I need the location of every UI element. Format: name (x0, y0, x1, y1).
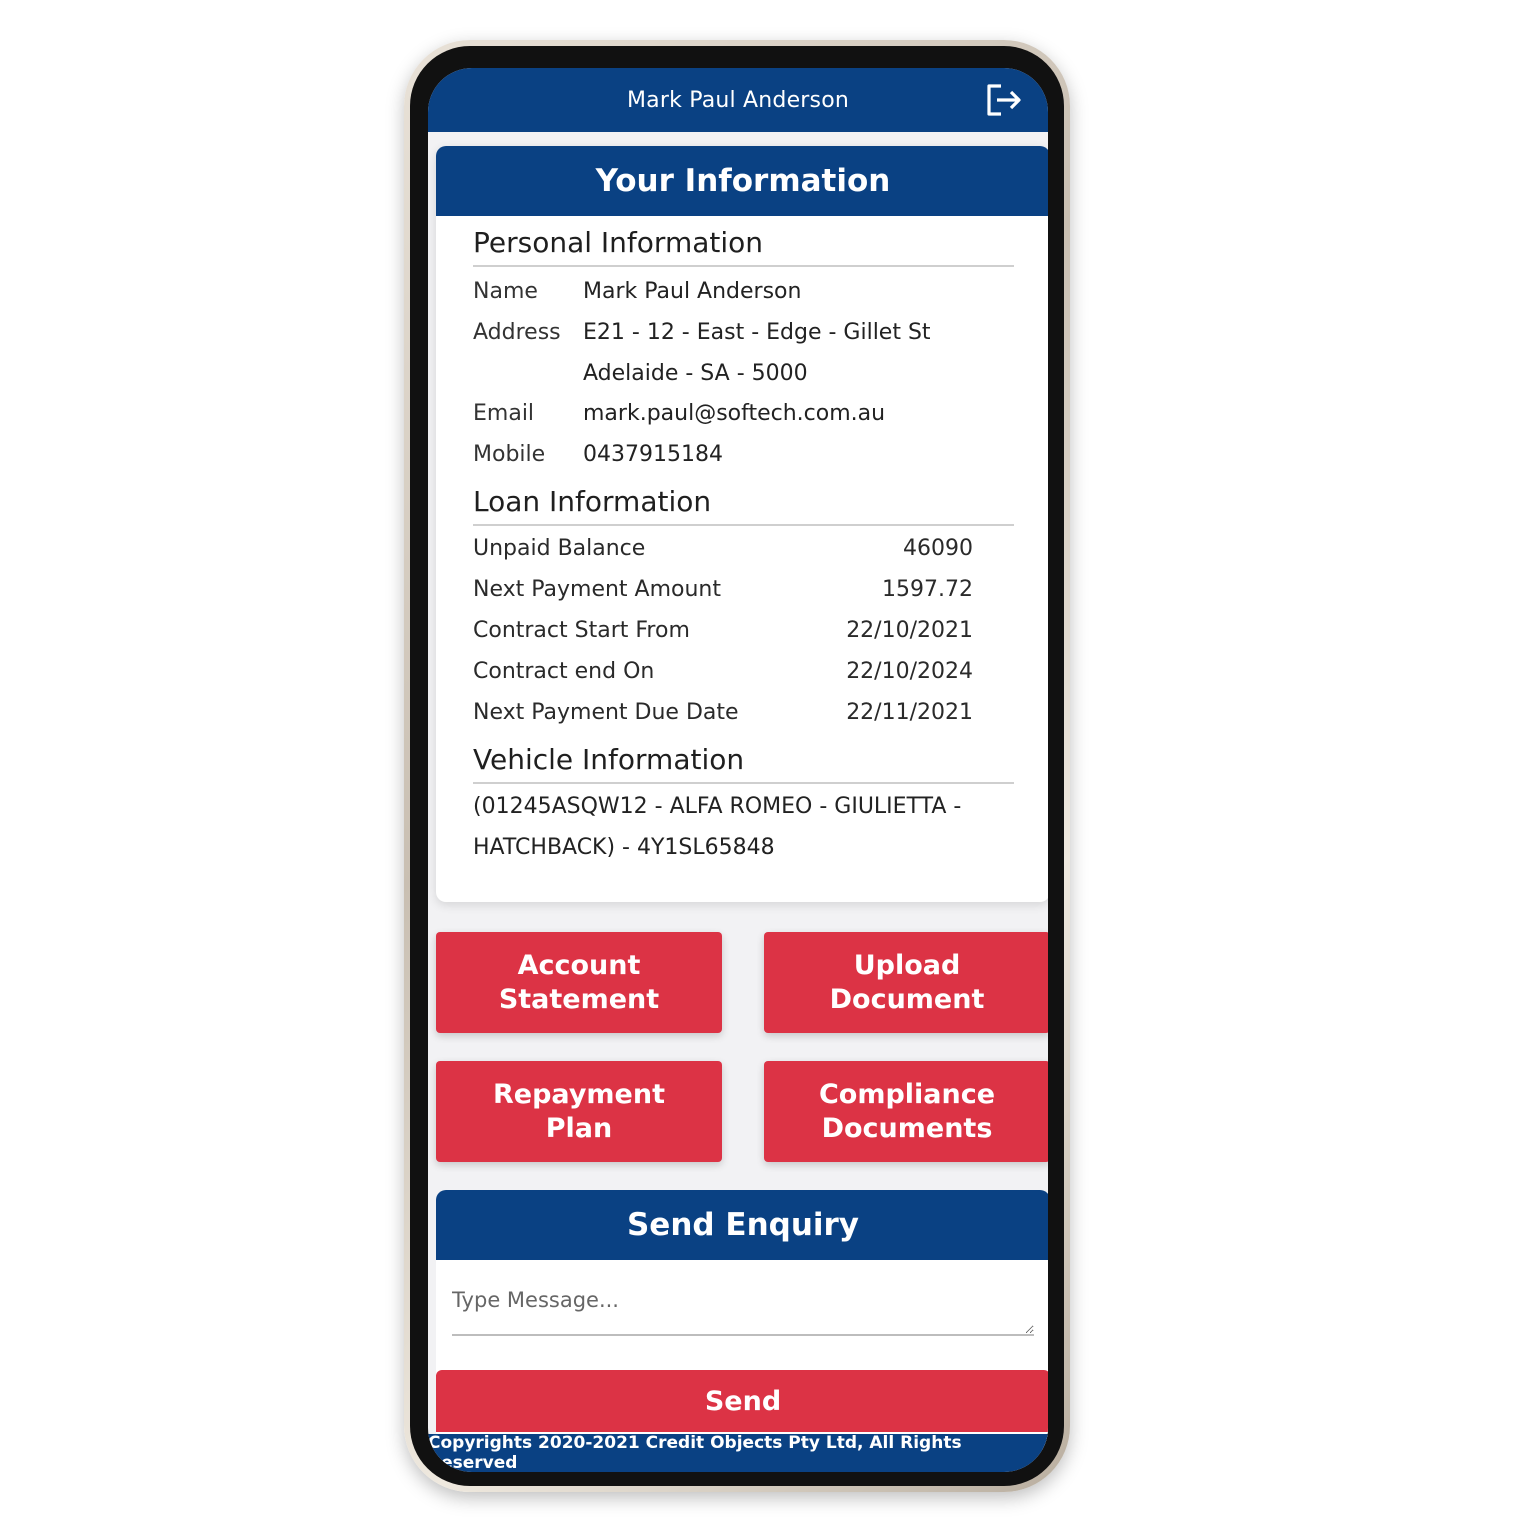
loan-row (473, 692, 973, 733)
mobile-value: 0437915184 (583, 442, 723, 467)
loan-label: Next Payment Amount (473, 577, 722, 602)
phone-bezel (410, 46, 1064, 1486)
address-line1: E21 - 12 - East - Edge - Gillet St (583, 320, 931, 345)
name-value: Mark Paul Anderson (583, 279, 802, 304)
loan-label: Contract Start From (473, 618, 690, 643)
loan-row (473, 569, 973, 610)
loan-value: 22/11/2021 (846, 700, 973, 725)
personal-section (436, 216, 1048, 475)
loan-title: Loan Information (473, 475, 1014, 526)
vehicle-section (436, 733, 1048, 868)
repayment-plan-button[interactable]: Repayment Plan (436, 1061, 722, 1162)
email-value: mark.paul@softech.com.au (583, 401, 886, 426)
loan-row (473, 651, 973, 692)
vehicle-line2: HATCHBACK) - 4Y1SL65848 (473, 835, 775, 860)
vehicle-line1: (01245ASQW12 - ALFA ROMEO - GIULIETTA - (473, 794, 962, 819)
compliance-documents-button[interactable]: Compliance Documents (764, 1061, 1048, 1162)
name-row (473, 271, 1014, 312)
address-line2: Adelaide - SA - 5000 (583, 360, 808, 386)
message-input[interactable] (452, 1288, 1034, 1336)
upload-document-button[interactable]: Upload Document (764, 932, 1048, 1033)
enquiry-title: Send Enquiry (436, 1190, 1048, 1260)
app-screen (428, 68, 1048, 1472)
information-title: Your Information (436, 146, 1048, 216)
top-bar (428, 68, 1048, 132)
address-row-2 (473, 353, 1014, 393)
loan-section (436, 475, 1048, 733)
loan-row (473, 528, 973, 569)
loan-value: 22/10/2021 (846, 618, 973, 643)
user-name: Mark Paul Anderson (626, 87, 850, 113)
mobile-label: Mobile (473, 442, 546, 467)
account-statement-button[interactable]: Account Statement (436, 932, 722, 1033)
loan-label: Next Payment Due Date (473, 700, 739, 725)
vehicle-details (473, 784, 1003, 868)
loan-value: 1597.72 (882, 577, 973, 602)
vehicle-title: Vehicle Information (473, 733, 1014, 784)
information-card (436, 146, 1048, 902)
loan-row (473, 610, 973, 651)
mobile-row (473, 434, 1014, 475)
name-label: Name (473, 279, 538, 304)
email-label: Email (473, 401, 535, 426)
address-row (473, 312, 1014, 353)
logout-icon[interactable] (984, 82, 1024, 118)
loan-value: 46090 (903, 536, 973, 561)
email-row (473, 393, 1014, 434)
personal-title: Personal Information (473, 216, 1014, 267)
loan-label: Unpaid Balance (473, 536, 646, 561)
loan-label: Contract end On (473, 659, 655, 684)
loan-value: 22/10/2024 (846, 659, 973, 684)
footer-copyright: Copyrights 2020-2021 Credit Objects Pty Ltd, All Rights Reserved (428, 1434, 1048, 1472)
address-label: Address (473, 320, 561, 345)
send-button[interactable]: Send (436, 1370, 1048, 1432)
phone-frame (404, 40, 1070, 1492)
